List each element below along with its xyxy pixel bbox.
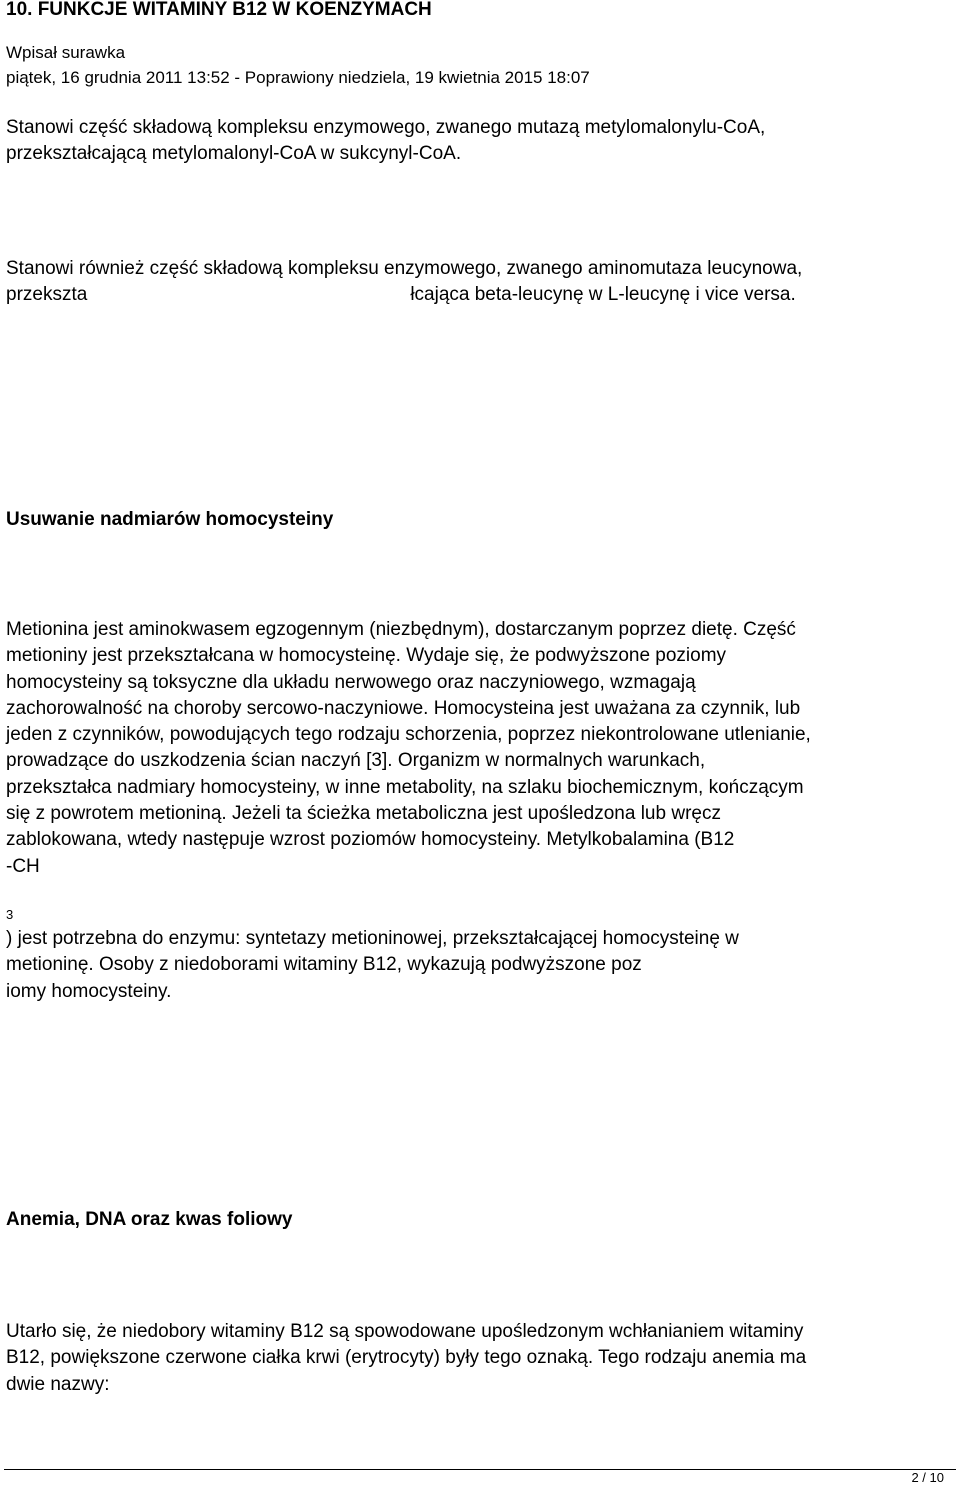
text-line: iomy homocysteiny. bbox=[6, 980, 172, 1002]
text-line: zachorowalność na choroby sercowo-naczyniowe. Homocysteina jest uważana za czynnik, lub bbox=[6, 697, 801, 719]
text-line: B12, powiększone czerwone ciałka krwi (erytrocyty) były tego oznaką. Tego rodzaju anemia ma bbox=[6, 1347, 807, 1369]
text-line: prowadzące do uszkodzenia ścian naczyń [3]. Organizm w normalnych warunkach, bbox=[6, 750, 706, 772]
text-line: metioninę. Osoby z niedoborami witaminy B12, wykazują podwyższone poz bbox=[6, 954, 642, 976]
text-line: Utarło się, że niedobory witaminy B12 są spowodowane upośledzonym wchłanianiem witaminy bbox=[6, 1321, 804, 1342]
subscript-3: 3 bbox=[6, 907, 14, 922]
page-number: 2 / 10 bbox=[911, 1470, 944, 1485]
text-line: zablokowana, wtedy następuje wzrost poziomów homocysteiny. Metylkobalamina (B12 bbox=[6, 829, 735, 851]
text-line: przekształca nadmiary homocysteiny, w inne metabolity, na szlaku biochemicznym, kończącym bbox=[6, 776, 804, 798]
text-line: dwie nazwy: bbox=[6, 1373, 110, 1395]
text-line: ) jest potrzebna do enzymu: syntetazy metioninowej, przekształcającej homocysteinę w bbox=[6, 928, 739, 949]
paragraph-homocysteine bbox=[6, 617, 811, 880]
paragraph-mutase bbox=[6, 115, 765, 168]
section-heading-homocysteine: Usuwanie nadmiarów homocysteiny bbox=[6, 509, 334, 530]
text-line: Stanowi również część składową kompleksu enzymowego, zwanego aminomutaza leucynowa, bbox=[6, 258, 803, 279]
paragraph-homocysteine-cont bbox=[6, 926, 739, 1005]
text-line: Stanowi część składową kompleksu enzymowego, zwanego mutazą metylomalonylu-CoA, bbox=[6, 117, 766, 138]
paragraph-anemia bbox=[6, 1319, 806, 1398]
footer-divider bbox=[4, 1469, 956, 1470]
page-title: 10. FUNKCJE WITAMINY B12 W KOENZYMACH bbox=[6, 0, 432, 20]
text-line: homocysteiny są toksyczne dla układu nerwowego oraz naczyniowego, wzmagają bbox=[6, 671, 696, 693]
text-fragment: łcająca beta-leucynę w L-leucynę i vice versa. bbox=[410, 284, 796, 306]
text-fragment: przekszta bbox=[6, 284, 88, 306]
section-heading-anemia: Anemia, DNA oraz kwas foliowy bbox=[6, 1209, 293, 1230]
text-line: metioniny jest przekształcana w homocysteinę. Wydaje się, że podwyższone poziomy bbox=[6, 645, 727, 667]
paragraph-aminomutase bbox=[6, 256, 802, 309]
text-line: Metionina jest aminokwasem egzogennym (niezbędnym), dostarczanym poprzez dietę. Część bbox=[6, 619, 796, 640]
author-line: Wpisał surawka bbox=[6, 43, 126, 62]
text-line bbox=[6, 282, 802, 308]
text-line: się z powrotem metioniną. Jeżeli ta ścieżka metaboliczna jest upośledzona lub wręcz bbox=[6, 803, 721, 825]
date-line: piątek, 16 grudnia 2011 13:52 - Poprawiony niedziela, 19 kwietnia 2015 18:07 bbox=[6, 68, 590, 87]
text-line: -CH bbox=[6, 855, 40, 877]
text-line: jeden z czynników, powodujących tego rodzaju schorzenia, poprzez niekontrolowane utlenianie, bbox=[6, 724, 811, 746]
text-line: przekształcającą metylomalonyl-CoA w sukcynyl-CoA. bbox=[6, 143, 462, 165]
